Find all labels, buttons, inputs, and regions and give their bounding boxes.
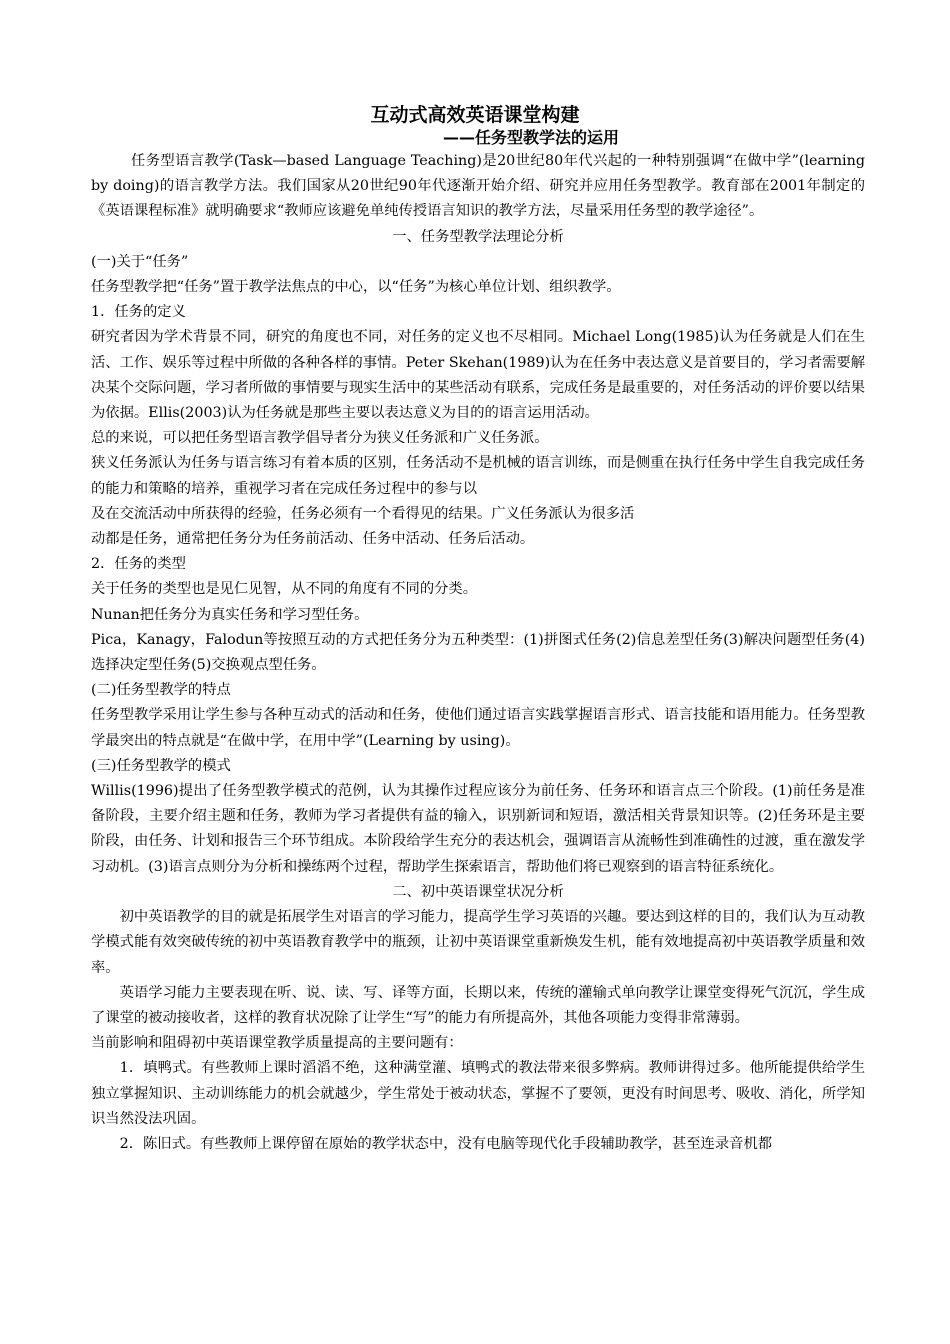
- paragraph: 初中英语教学的目的就是拓展学生对语言的学习能力，提高学生学习英语的兴趣。要达到这样的目的，我们认为互动教学模式能有效突破传统的初中英语教育教学中的瓶颈，让初中英语课堂重新焕发生机，能有效地提高初中英语教学质量和效率。: [91, 909, 865, 976]
- paragraph-line: 及在交流活动中所获得的经验，任务必须有一个看得见的结果。广义任务派认为很多活: [91, 505, 635, 522]
- paragraph-line: 动都是任务，通常把任务分为任务前活动、任务中活动、任务后活动。: [91, 531, 535, 548]
- paragraph: 总的来说，可以把任务型语言教学倡导者分为狭义任务派和广义任务派。: [91, 430, 549, 447]
- paragraph: Willis(1996)提出了任务型教学模式的范例，认为其操作过程应该分为前任务、任务环和语言点三个阶段。(1)前任务是准备阶段，主要介绍主题和任务，教师为学习者提供有益的输入，识别新词和短语，激活相关背景知识等。(2)任务环是主要阶段，由任务、计划和报告三个环节组成。本阶段给学生充分的表达机会，强调语言从流畅性到准确性的过渡，重在激发学习动机。(3)语言点则分为分析和操练两个过程，帮助学生探索语言，帮助他们将已观察到的语言特征系统化。: [91, 783, 865, 875]
- subsection-heading-task: (一)关于“任务”: [91, 253, 189, 270]
- section-heading-2: 二、初中英语课堂状况分析: [392, 883, 564, 900]
- document-body: [91, 149, 865, 1157]
- paragraph: 关于任务的类型也是见仁见智，从不同的角度有不同的分类。: [91, 581, 478, 598]
- paragraph: 当前影响和阻碍初中英语课堂教学质量提高的主要问题有：: [91, 1035, 463, 1052]
- item-heading-types: 2．任务的类型: [91, 556, 186, 573]
- paragraph: 任务型教学把“任务”置于教学法焦点的中心，以“任务”为核心单位计划、组织教学。: [91, 279, 621, 296]
- intro-paragraph: 任务型语言教学(Task—based Language Teaching)是20世纪80年代兴起的一种特别强调“在做中学”(learning by doing)的语言教学方法。我们国家从20世纪90年代逐渐开始介绍、研究并应用任务型教学。教育部在2001年制定的《英语课程标准》就明确要求“教师应该避免单纯传授语言知识的教学方法，尽量采用任务型的教学途径”。: [91, 153, 865, 220]
- subsection-heading-features: (二)任务型教学的特点: [91, 682, 231, 699]
- document-title: 互动式高效英语课堂构建: [370, 104, 580, 126]
- document-subtitle: ——任务型教学法的运用: [443, 128, 620, 147]
- subsection-heading-model: (三)任务型教学的模式: [91, 757, 231, 774]
- paragraph: Nunan把任务分为真实任务和学习型任务。: [91, 606, 369, 623]
- paragraph: Pica，Kanagy，Falodun等按照互动的方式把任务分为五种类型：(1)拼图式任务(2)信息差型任务(3)解决问题型任务(4)选择决定型任务(5)交换观点型任务。: [91, 631, 865, 674]
- paragraph: 任务型教学采用让学生参与各种互动式的活动和任务，使他们通过语言实践掌握语言形式、语言技能和语用能力。任务型教学最突出的特点就是“在做中学，在用中学”(Learning by using)。: [91, 707, 865, 749]
- list-item: 1．填鸭式。有些教师上课时滔滔不绝，这种满堂灌、填鸭式的教法带来很多弊病。教师讲得过多。他所能提供给学生独立掌握知识、主动训练能力的机会就越少，学生常处于被动状态，掌握不了要领，更没有时间思考、吸收、消化，所学知识当然没法巩固。: [91, 1060, 865, 1127]
- list-item: 2．陈旧式。有些教师上课停留在原始的教学状态中，没有电脑等现代化手段辅助教学，甚至连录音机都: [119, 1135, 773, 1152]
- paragraph: 研究者因为学术背景不同，研究的角度也不同，对任务的定义也不尽相同。Michael Long(1985)认为任务就是人们在生活、工作、娱乐等过程中所做的各种各样的事情。Peter Skehan(1989)认为在任务中表达意义是首要目的，学习者需要解决某个交际问题，学习者所做的事情要与现实生活中的某些活动有联系，完成任务是最重要的，对任务活动的评价要以结果为依据。Ellis(2003)认为任务就是那些主要以表达意义为目的的语言运用活动。: [91, 329, 865, 422]
- paragraph: 狭义任务派认为任务与语言练习有着本质的区别，任务活动不是机械的语言训练，而是侧重在执行任务中学生自我完成任务的能力和策略的培养，重视学习者在完成任务过程中的参与以: [91, 455, 865, 497]
- section-heading-1: 一、任务型教学法理论分析: [392, 228, 564, 245]
- paragraph: 英语学习能力主要表现在听、说、读、写、译等方面，长期以来，传统的灌输式单向教学让课堂变得死气沉沉，学生成了课堂的被动接收者，这样的教育状况除了让学生“写”的能力有所提高外，其他各项能力变得非常薄弱。: [91, 984, 865, 1026]
- item-heading-definition: 1．任务的定义: [91, 304, 186, 321]
